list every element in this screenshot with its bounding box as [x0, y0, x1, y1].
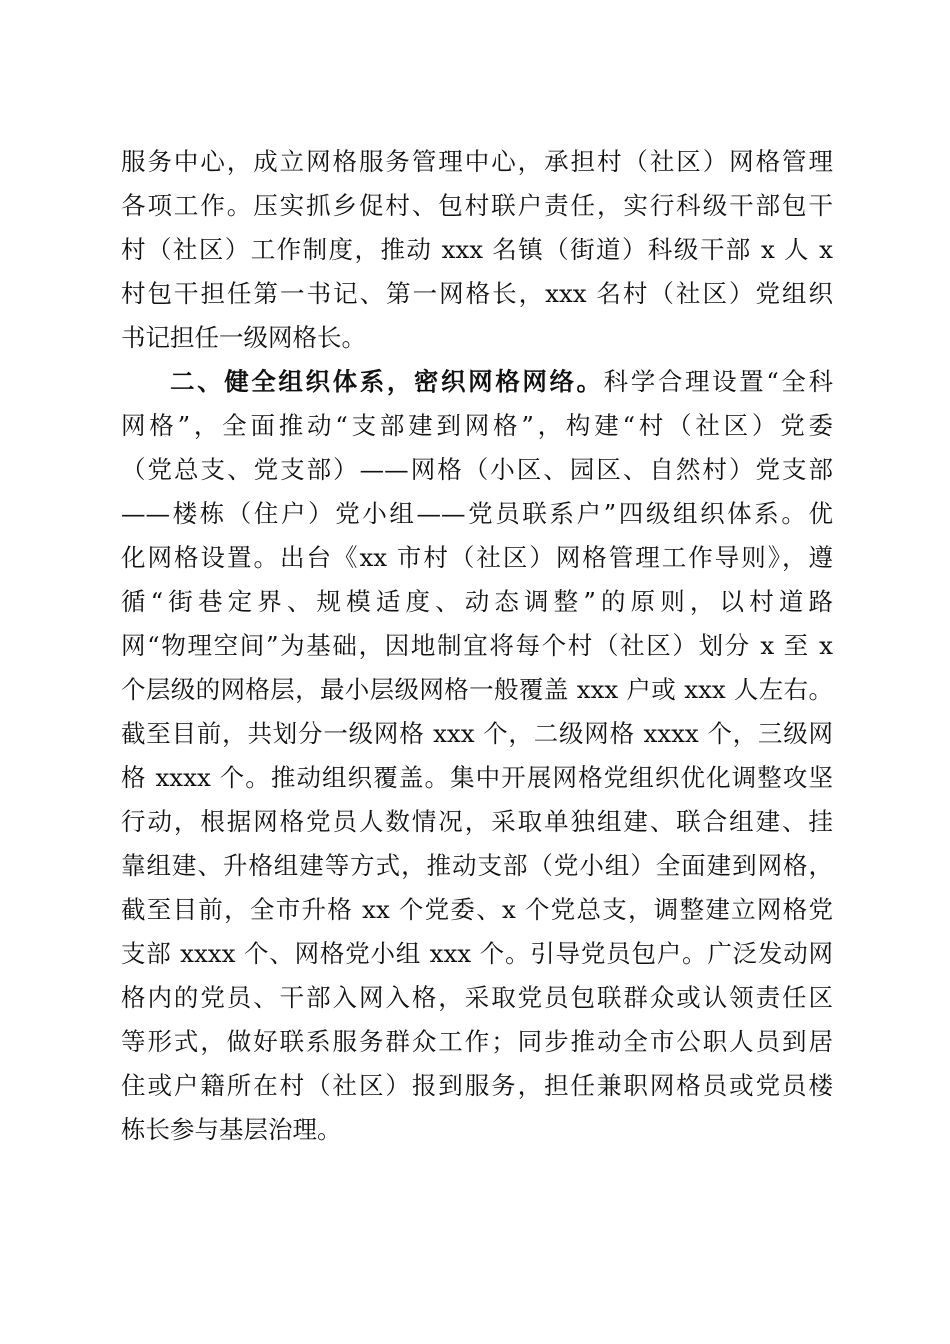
section-heading: 二、健全组织体系，密织网格网络。: [170, 367, 604, 396]
paragraph-1-line: 各项工作。压实抓乡促村、包村联户责任，实行科级干部包干: [121, 191, 833, 220]
paragraph-2-line: 格 xxxx 个。推动组织覆盖。集中开展网格党组织优化调整攻坚: [121, 763, 833, 792]
paragraph-1-line: 村包干担任第一书记、第一网格长，xxx 名村（社区）党组织: [121, 279, 833, 308]
paragraph-2-line: 网格”，全面推动“支部建到网格”，构建“村（社区）党委: [121, 411, 833, 440]
paragraph-2-line: 截至目前，全市升格 xx 个党委、x 个党总支，调整建立网格党: [121, 895, 833, 924]
paragraph-2-line: 支部 xxxx 个、网格党小组 xxx 个。引导党员包户。广泛发动网: [121, 939, 833, 968]
paragraph-2-line: 截至目前，共划分一级网格 xxx 个，二级网格 xxxx 个，三级网: [121, 719, 833, 748]
paragraph-2-line: 靠组建、升格组建等方式，推动支部（党小组）全面建到网格，: [121, 851, 833, 880]
paragraph-2-line: 住或户籍所在村（社区）报到服务，担任兼职网格员或党员楼: [121, 1071, 833, 1100]
paragraph-2-line: ——楼栋（住户）党小组——党员联系户”四级组织体系。优: [121, 499, 833, 528]
paragraph-2-line: 个层级的网格层，最小层级网格一般覆盖 xxx 户或 xxx 人左右。: [121, 675, 833, 704]
paragraph-1-line: 服务中心，成立网格服务管理中心，承担村（社区）网格管理: [121, 147, 833, 176]
paragraph-2-line: 栋长参与基层治理。: [121, 1115, 342, 1144]
paragraph-2-line: 等形式，做好联系服务群众工作；同步推动全市公职人员到居: [121, 1027, 833, 1056]
paragraph-1-line: 村（社区）工作制度，推动 xxx 名镇（街道）科级干部 x 人 x: [121, 235, 833, 264]
paragraph-2-line: 化网格设置。出台《xx 市村（社区）网格管理工作导则》，遵: [121, 543, 833, 572]
paragraph-2-first-line-text: 科学合理设置“全科: [603, 367, 834, 396]
paragraph-2-line: 行动，根据网格党员人数情况，采取单独组建、联合组建、挂: [121, 807, 833, 836]
paragraph-2-first-line: [170, 362, 833, 402]
paragraph-1-line: 书记担任一级网格长。: [121, 323, 366, 352]
paragraph-2-line: 循“街巷定界、规模适度、动态调整”的原则，以村道路: [121, 587, 833, 616]
paragraph-2-line: 格内的党员、干部入网入格，采取党员包联群众或认领责任区: [121, 983, 833, 1012]
paragraph-2-line: （党总支、党支部）——网格（小区、园区、自然村）党支部: [121, 455, 833, 484]
paragraph-2-line: 网“物理空间”为基础，因地制宜将每个村（社区）划分 x 至 x: [121, 631, 833, 660]
